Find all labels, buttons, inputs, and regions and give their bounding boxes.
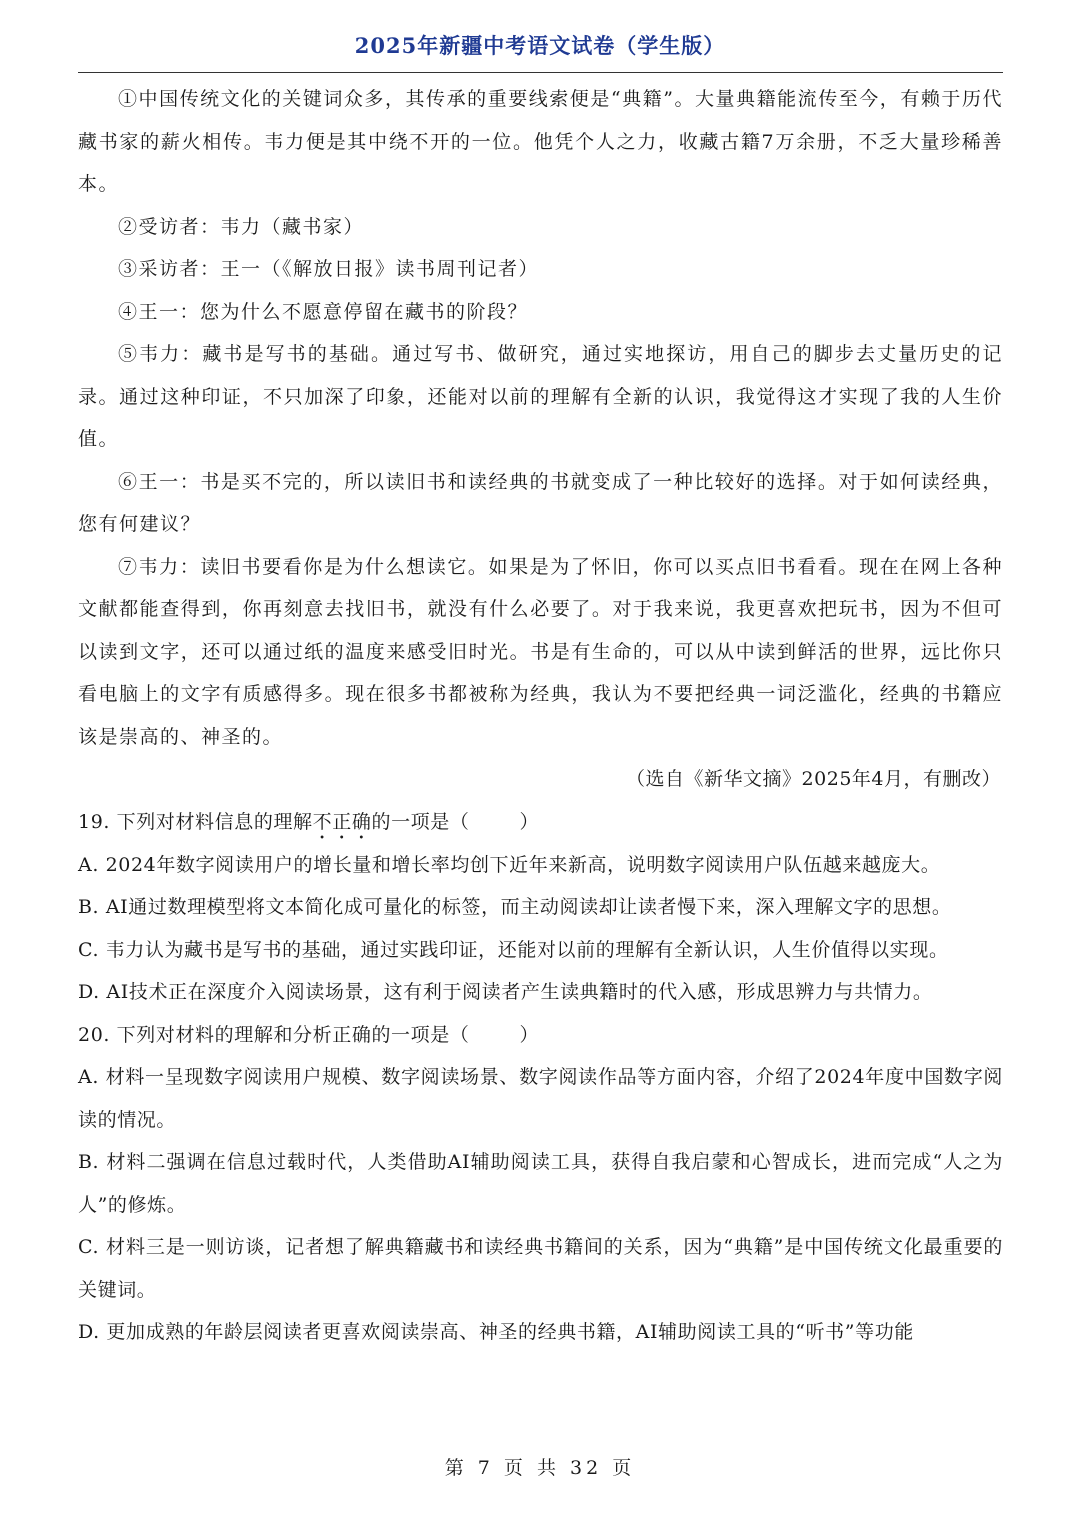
question-20-option-a: A. 材料一呈现数字阅读用户规模、数字阅读场景、数字阅读作品等方面内容，介绍了2024年度中国数字阅读的情况。 <box>78 1066 1003 1131</box>
question-19-option-c: C. 韦力认为藏书是写书的基础，通过实践印证，还能对以前的理解有全新认识，人生价值得以实现。 <box>78 938 949 961</box>
question-20-close: ） <box>519 1023 540 1046</box>
interview-paragraph-4: ④王一：您为什么不愿意停留在藏书的阶段？ <box>118 300 529 323</box>
interview-paragraph-1: ①中国传统文化的关键词众多，其传承的重要线索便是“典籍”。大量典籍能流传至今，有赖于历代藏书家的薪火相传。韦力便是其中绕不开的一位。他凭个人之力，收藏古籍7万余册，不乏大量珍稀善本。 <box>78 88 1003 195</box>
source-citation: （选自《新华文摘》2025年4月，有删改） <box>626 768 1001 790</box>
interview-paragraph-3: ③采访者：王一（《解放日报》读书周刊记者） <box>118 258 540 280</box>
question-19-prefix: 19. 下列对材料信息的理解 <box>78 810 313 833</box>
interview-paragraph-2: ②受访者：韦力（藏书家） <box>118 215 365 238</box>
page-header <box>0 0 1080 74</box>
interview-paragraph-5: ⑤韦力：藏书是写书的基础。通过写书、做研究，通过实地探访，用自己的脚步去丈量历史的记录。通过这种印证，不只加深了印象，还能对以前的理解有全新的认识，我觉得这才实现了我的人生价值。 <box>78 343 1003 450</box>
question-19-option-d: D. AI技术正在深度介入阅读场景，这有利于阅读者产生读典籍时的代入感，形成思辨力与共情力。 <box>78 981 933 1003</box>
question-19 <box>78 801 1003 844</box>
interview-paragraph-6: ⑥王一：书是买不完的，所以读旧书和读经典的书就变成了一种比较好的选择。对于如何读经典，您有何建议？ <box>78 470 1003 535</box>
header-divider <box>78 72 1003 73</box>
question-20-option-b: B. 材料二强调在信息过载时代，人类借助AI辅助阅读工具，获得自我启蒙和心智成长，进而完成“人之为人”的修炼。 <box>78 1151 1003 1216</box>
question-19-close: ） <box>519 810 540 833</box>
question-20-prefix: 20. 下列对材料的理解和分析正确的一项是（ <box>78 1023 470 1046</box>
question-20 <box>78 1014 1003 1057</box>
question-19-option-b: B. AI通过数理模型将文本简化成可量化的标签，而主动阅读却让读者慢下来，深入理解文字的思想。 <box>78 896 952 918</box>
page-content <box>78 78 1003 1354</box>
question-19-option-a: A. 2024年数字阅读用户的增长量和增长率均创下近年来新高，说明数字阅读用户队伍越来越庞大。 <box>78 853 941 876</box>
exam-title: 2025年新疆中考语文试卷（学生版） <box>354 33 726 58</box>
question-19-suffix: 的一项是（ <box>371 810 470 833</box>
interview-paragraph-7: ⑦韦力：读旧书要看你是为什么想读它。如果是为了怀旧，你可以买点旧书看看。现在在网上各种文献都能查得到，你再刻意去找旧书，就没有什么必要了。对于我来说，我更喜欢把玩书，因为不但可以读到文字，还可以通过纸的温度来感受旧时光。书是有生命的，可以从中读到鲜活的世界，远比你只看电脑上的文字有质感得多。现在很多书都被称为经典，我认为不要把经典一词泛滥化，经典的书籍应该是崇高的、神圣的。 <box>78 555 1003 748</box>
question-19-emphasis: 不正确 <box>312 810 372 833</box>
question-20-option-d: D. 更加成熟的年龄层阅读者更喜欢阅读崇高、神圣的经典书籍，AI辅助阅读工具的“听书”等功能 <box>78 1321 914 1343</box>
page-number: 第 7 页 共 32 页 <box>444 1457 636 1479</box>
question-20-option-c: C. 材料三是一则访谈，记者想了解典籍藏书和读经典书籍间的关系，因为“典籍”是中国传统文化最重要的关键词。 <box>78 1236 1003 1301</box>
